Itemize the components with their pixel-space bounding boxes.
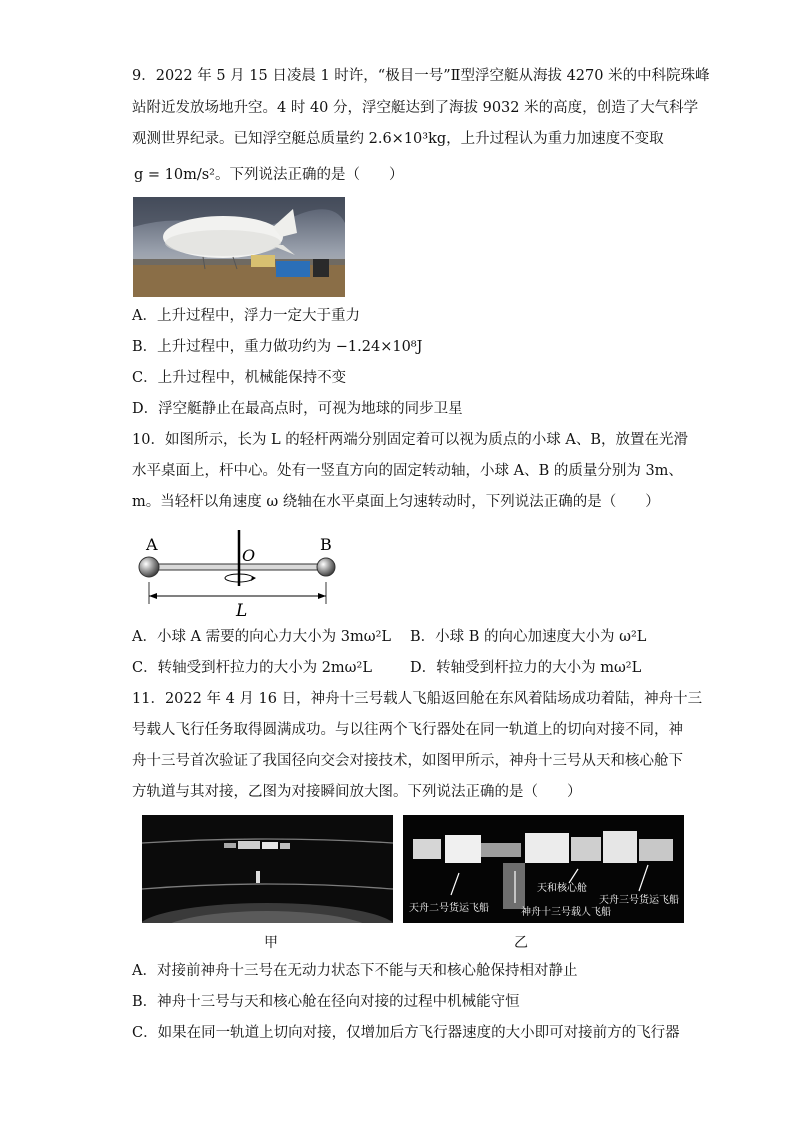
q11-option-a: A．对接前神舟十三号在无动力状态下不能与天和核心舱保持相对静止 (132, 963, 578, 979)
q9-option-d: D．浮空艇静止在最高点时，可视为地球的同步卫星 (132, 401, 463, 417)
q11-line-3: 舟十三号首次验证了我国径向交会对接技术，如图甲所示，神舟十三号从天和核心舱下 (132, 753, 683, 769)
label-shenzhou-13: 神舟十三号载人飞船 (521, 907, 611, 918)
label-tianzhou-3: 天舟三号货运飞船 (599, 895, 679, 906)
q10-line-2: 水平桌面上，杆中心。处有一竖直方向的固定转动轴，小球 A、B 的质量分别为 3m、 (132, 463, 683, 479)
rod-diagram (132, 528, 352, 618)
q10-line-3: m。当轻杆以角速度 ω 绕轴在水平桌面上匀速转动时，下列说法正确的是（ ） (132, 494, 660, 510)
photo-yi (403, 815, 684, 923)
q9-line-1: 9．2022 年 5 月 15 日凌晨 1 时许，“极目一号”Ⅱ型浮空艇从海拔 4270 米的中科院珠峰 (132, 68, 710, 84)
label-tianzhou-2: 天舟二号货运飞船 (409, 903, 489, 914)
q9-line-2: 站附近发放场地升空。4 时 40 分，浮空艇达到了海拔 9032 米的高度，创造了大气科学 (132, 100, 699, 116)
q10-option-c: C．转轴受到杆拉力的大小为 2mω²L (132, 660, 372, 676)
q9-option-b: B．上升过程中，重力做功约为 −1.24×10⁸J (132, 339, 423, 355)
caption-yi: 乙 (514, 935, 528, 951)
q11-option-b: B．神舟十三号与天和核心舱在径向对接的过程中机械能守恒 (132, 994, 520, 1010)
q9-line-3: 观测世界纪录。已知浮空艇总质量约 2.6×10³kg，上升过程认为重力加速度不变取 (132, 131, 664, 147)
caption-jia: 甲 (264, 935, 278, 951)
q10-option-a: A．小球 A 需要的向心力大小为 3mω²L (132, 629, 392, 645)
ball-a (139, 557, 159, 577)
label-l: L (236, 601, 248, 618)
q10-option-d: D．转轴受到杆拉力的大小为 mω²L (410, 660, 642, 676)
q11-option-c: C．如果在同一轨道上切向对接，仅增加后方飞行器速度的大小即可对接前方的飞行器 (132, 1025, 680, 1041)
ball-b (317, 558, 335, 576)
airship-photo (133, 197, 345, 297)
q9-option-c: C．上升过程中，机械能保持不变 (132, 370, 347, 386)
q10-option-b: B．小球 B 的向心加速度大小为 ω²L (410, 629, 647, 645)
q9-option-a: A．上升过程中，浮力一定大于重力 (132, 308, 360, 324)
label-a: A (146, 535, 158, 554)
q9-line-4: g = 10m/s²。下列说法正确的是（ ） (134, 167, 404, 183)
label-tianhe-core: 天和核心舱 (537, 883, 587, 894)
label-o: O (242, 546, 256, 565)
q11-line-1: 11．2022 年 4 月 16 日，神舟十三号载人飞船返回舱在东风着陆场成功着陆，神舟十三 (132, 691, 703, 707)
photo-jia (142, 815, 393, 923)
q11-line-4: 方轨道与其对接，乙图为对接瞬间放大图。下列说法正确的是（ ） (132, 784, 582, 800)
q10-line-1: 10．如图所示，长为 L 的轻杆两端分别固定着可以视为质点的小球 A、B，放置在光滑 (132, 432, 689, 448)
label-b: B (320, 535, 332, 554)
q11-line-2: 号载人飞行任务取得圆满成功。与以往两个飞行器处在同一轨道上的切向对接不同，神 (132, 722, 683, 738)
